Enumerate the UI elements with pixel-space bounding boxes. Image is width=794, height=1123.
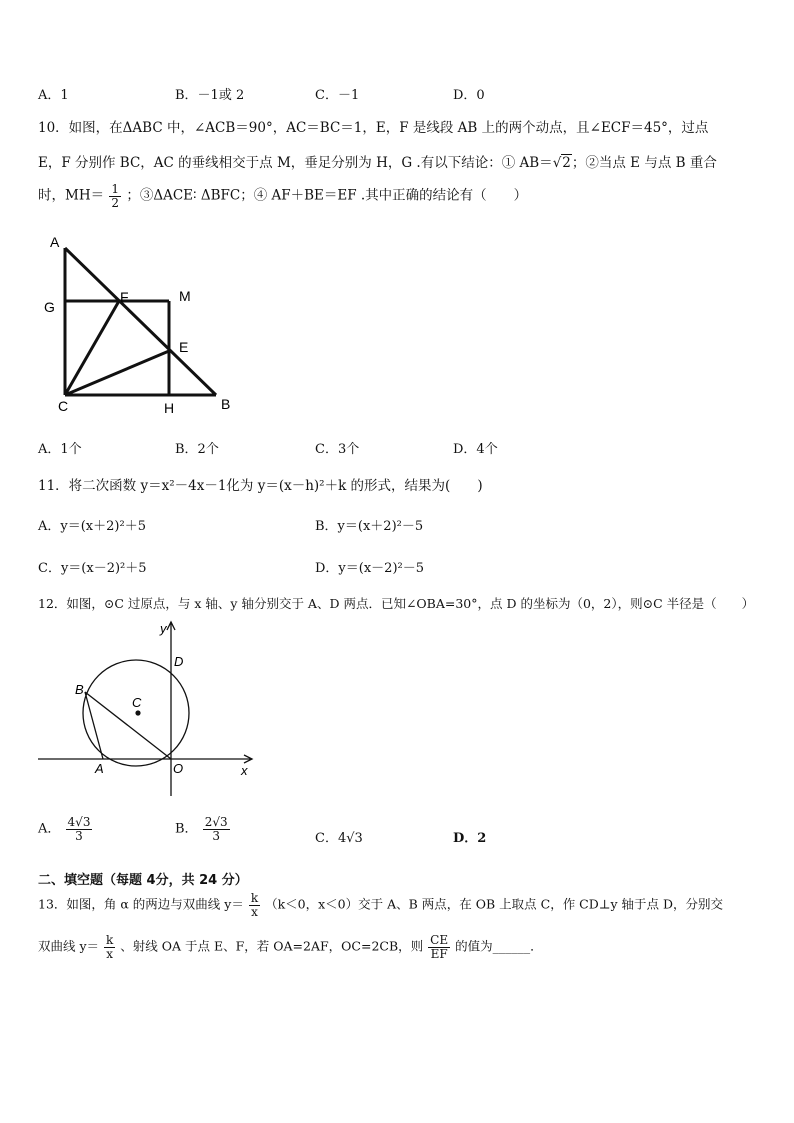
q13-line-2-text-a: 双曲线 y＝	[38, 938, 100, 954]
q13-line-1-text-b: （k＜0，x＜0）交于 A、B 两点，在 OB 上取点 C，作 CD⊥y 轴于点 D，分别交	[265, 896, 724, 912]
q13-line-2	[38, 934, 543, 960]
q10-triangle-figure	[38, 230, 248, 420]
q13-line-2-text-b: 、射线 OA 于点 E、F，若 OA=2AF，OC=2CB，则	[120, 938, 424, 954]
q11-option-d: D．y＝(x－2)²－5	[315, 561, 424, 576]
q10-fraction-num: 1	[111, 182, 120, 196]
q12-option-a-num: 4√3	[67, 815, 91, 829]
q10-option-c: C．3个	[315, 442, 360, 457]
q12-circle-figure	[38, 618, 260, 800]
q12-option-a-fraction	[66, 816, 93, 842]
q12-label-b: B	[75, 682, 84, 697]
q10-line-2-text-a: E，F 分别作 BC，AC 的垂线相交于点 M，垂足分别为 H，G .有以下结论：① AB＝	[38, 155, 553, 171]
q12-option-c: C．4√3	[315, 831, 363, 846]
q13-fraction-k-over-x	[249, 892, 260, 918]
q12-label-d: D	[174, 654, 184, 669]
q10-option-d: D．4个	[453, 442, 498, 457]
q13-frac-k-2: k	[106, 933, 114, 947]
q10-fraction-half	[109, 183, 121, 209]
q13-frac-x: x	[251, 904, 258, 919]
q12-label-a: A	[95, 761, 104, 776]
q12-label-o: O	[173, 761, 184, 776]
q10-line-3-text-a: 时，MH＝	[38, 187, 105, 204]
q9-option-b: B．－1或 2	[175, 88, 245, 103]
q13-fraction-k-over-x-2	[104, 934, 115, 960]
q13-line-1-text-a: 13．如图，角 α 的两边与双曲线 y＝	[38, 896, 244, 912]
q12-center-point	[135, 710, 140, 715]
q12-label-y: y	[160, 621, 167, 636]
q10-option-a: A．1个	[38, 442, 82, 457]
q12-option-a	[38, 816, 93, 842]
q12-label-x: x	[241, 763, 248, 778]
q10-label-h: H	[164, 400, 175, 416]
q12-option-b-num: 2√3	[204, 815, 228, 829]
q10-label-e: E	[179, 339, 189, 355]
q10-label-b: B	[221, 396, 231, 412]
q13-frac-ef: EF	[430, 946, 448, 961]
q10-line-2-text-b: ；②当点 E 与点 B 重合	[571, 155, 717, 171]
q10-sqrt-value: 2	[562, 155, 571, 171]
q11-stem: 11．将二次函数 y＝x²－4x－1化为 y＝(x－h)²＋k 的形式，结果为( )	[38, 478, 483, 494]
q12-option-b-den: 3	[212, 828, 220, 843]
q11-option-b: B．y＝(x＋2)²－5	[315, 519, 424, 534]
q12-label-c: C	[132, 695, 142, 710]
q12-option-b-fraction	[203, 816, 230, 842]
q13-frac-k: k	[250, 891, 259, 905]
q11-option-a: A．y＝(x＋2)²＋5	[38, 519, 146, 534]
q9-option-d: D．0	[453, 88, 485, 103]
q12-option-b-prefix: B．	[175, 821, 198, 837]
q10-fraction-den: 2	[111, 195, 120, 210]
q10-option-b: B．2个	[175, 442, 219, 457]
q12-stem: 12．如图，⊙C 过原点，与 x 轴、y 轴分别交于 A、D 两点．已知∠OBA=30°，点 D 的坐标为（0，2），则⊙C 半径是（ ）	[38, 596, 755, 611]
q10-label-m: M	[179, 288, 191, 304]
q9-option-c: C．－1	[315, 88, 360, 103]
q10-label-f: F	[120, 289, 129, 305]
q13-fraction-ce-ef	[428, 934, 450, 960]
q10-line-3	[38, 183, 527, 209]
q12-option-a-den: 3	[75, 828, 83, 843]
q13-line-1	[38, 892, 723, 918]
q12-option-b	[175, 816, 231, 842]
q9-option-a: A．1	[38, 88, 69, 103]
q10-label-a: A	[50, 234, 60, 250]
q10-line-1: 10．如图，在ΔABC 中，∠ACB＝90°，AC＝BC＝1，E，F 是线段 AB 上的两个动点，且∠ECF＝45°，过点	[38, 120, 709, 136]
q10-label-c: C	[58, 398, 69, 414]
q10-label-g: G	[44, 299, 55, 315]
q12-option-a-prefix: A．	[38, 821, 61, 837]
q11-option-c: C．y＝(x－2)²＋5	[38, 561, 147, 576]
q12-option-d: D．2	[453, 831, 487, 846]
section-heading-fill-in: 二、填空题（每题 4分，共 24 分）	[38, 873, 248, 888]
q13-line-2-text-c: 的值为______．	[455, 938, 543, 954]
q10-line-2: E，F 分别作 BC，AC 的垂线相交于点 M，垂足分别为 H，G .有以下结论：① AB＝√2；②当点 E 与点 B 重合	[38, 155, 717, 171]
q13-frac-ce: CE	[430, 933, 449, 947]
q13-frac-x-2: x	[106, 946, 114, 961]
q10-line-3-text-b: ；③ΔACE∶ ΔBFC；④ AF＋BE＝EF .其中正确的结论有（ ）	[126, 187, 528, 204]
